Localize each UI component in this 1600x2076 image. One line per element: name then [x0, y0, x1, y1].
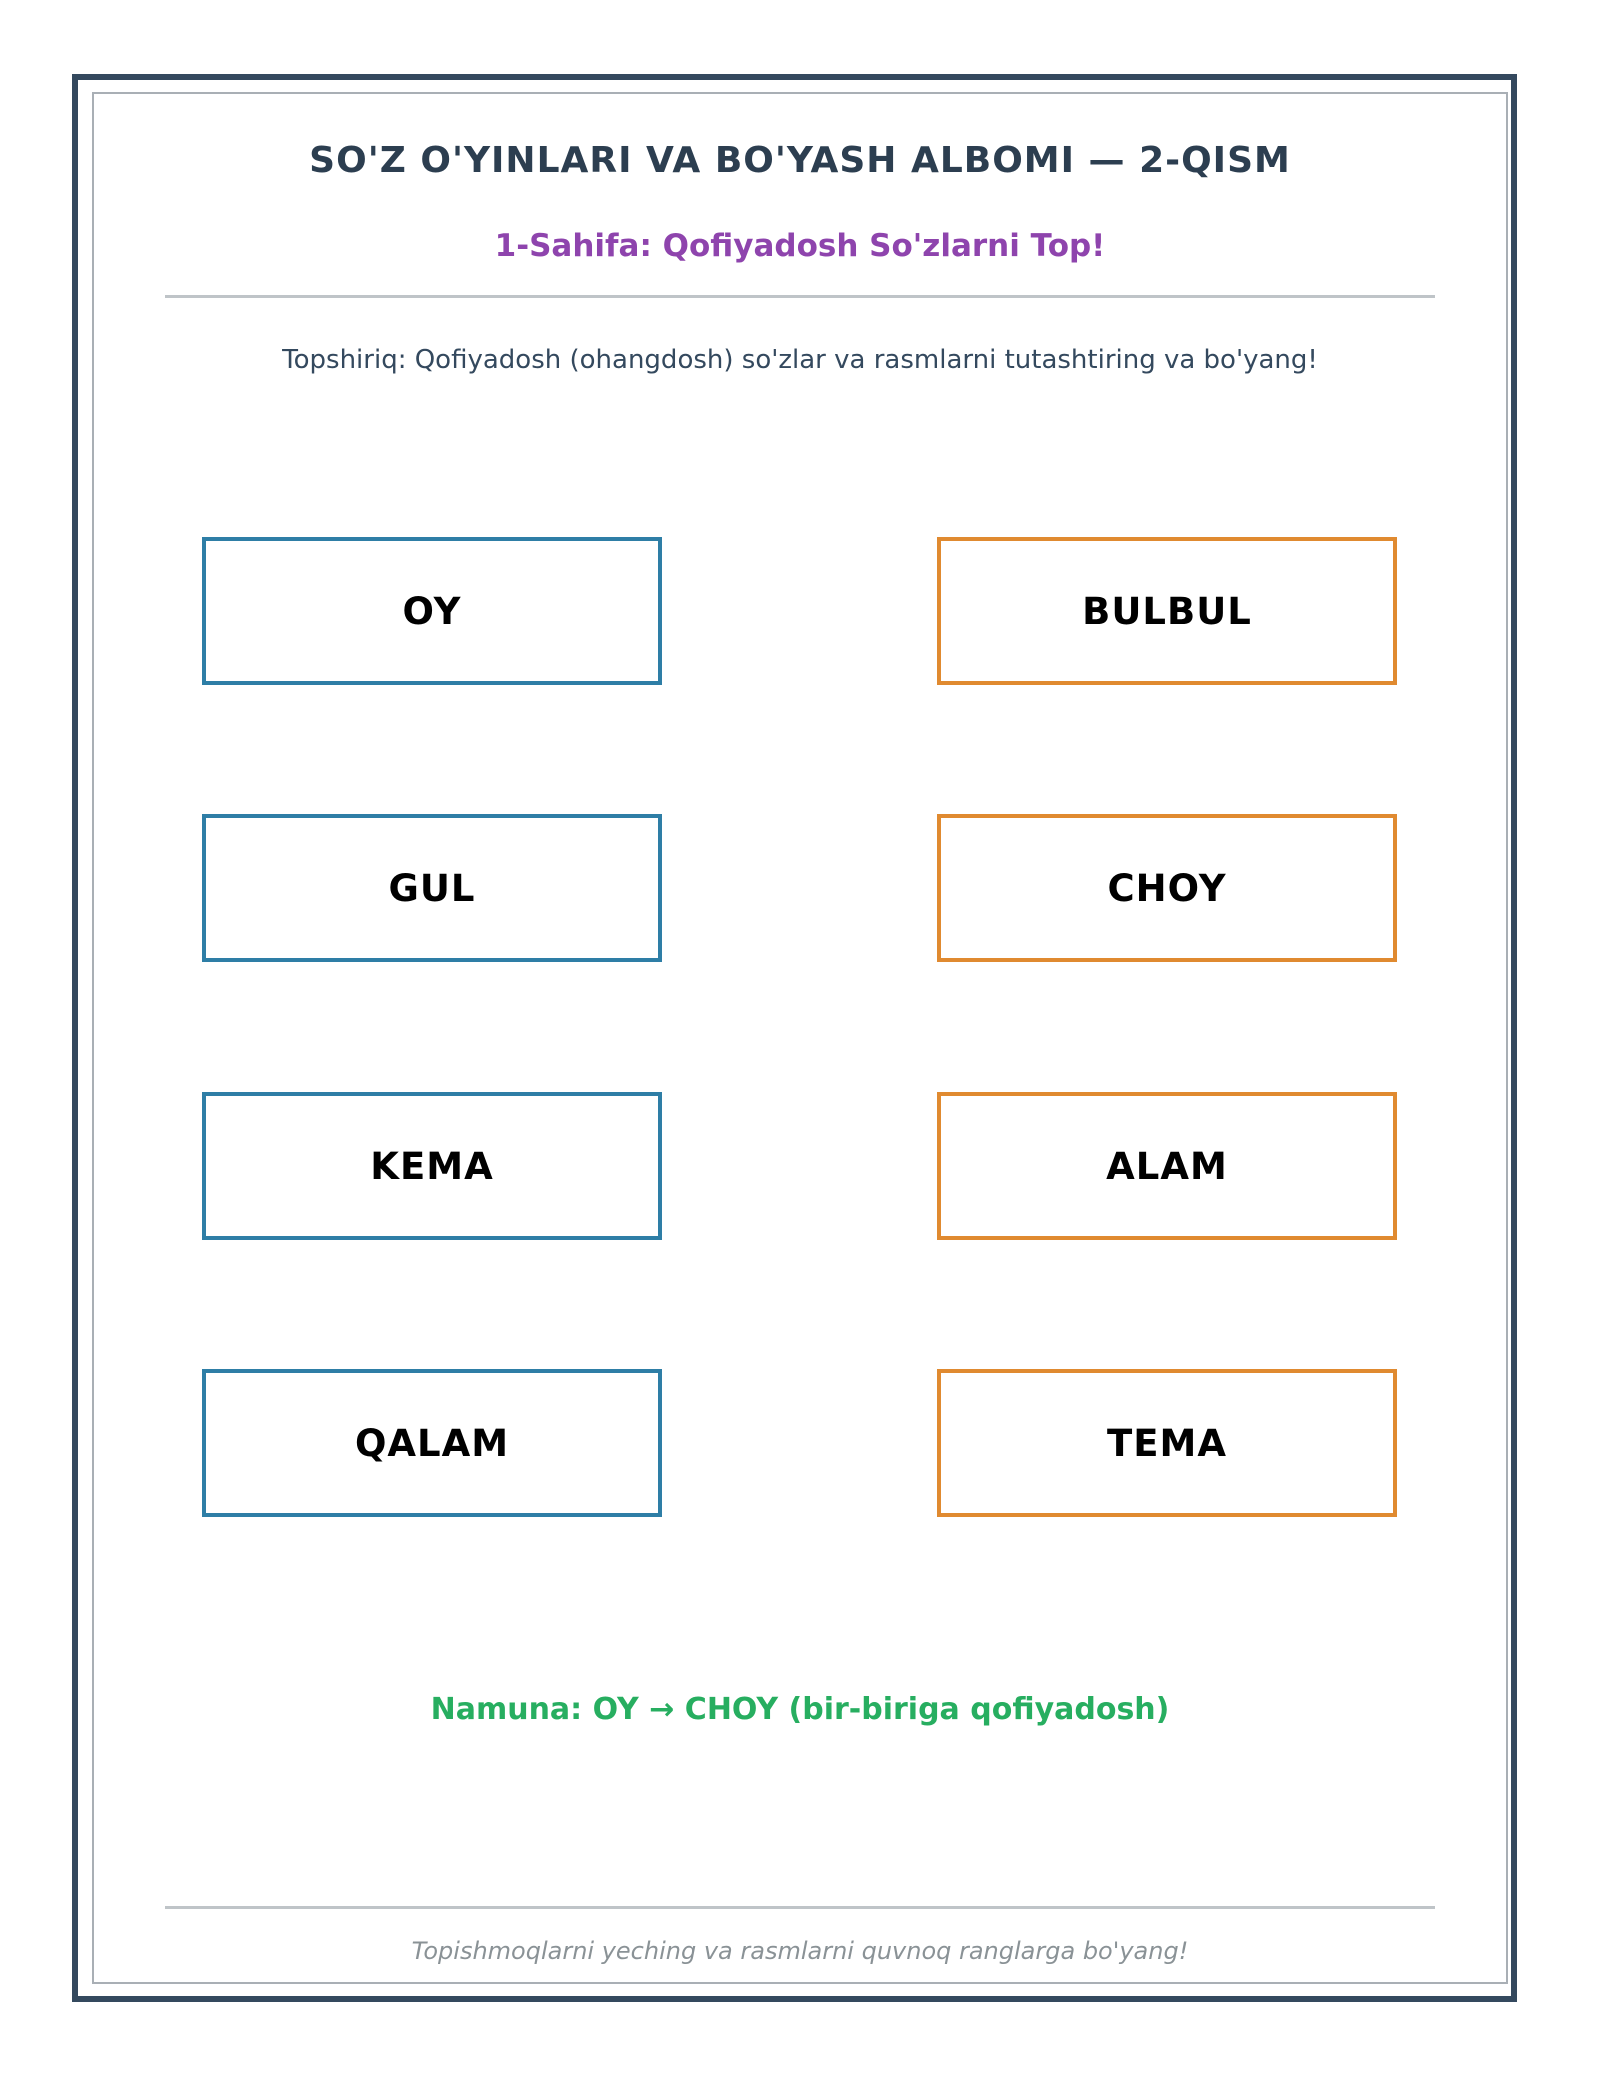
page-subtitle: 1-Sahifa: Qofiyadosh So'zlarni Top!: [494, 228, 1106, 264]
left-word-box-oy[interactable]: OY: [202, 537, 662, 685]
left-word-box-kema[interactable]: KEMA: [202, 1092, 662, 1240]
left-word-box-qalam[interactable]: QALAM: [202, 1369, 662, 1517]
page-title: SO'Z O'YINLARI VA BO'YASH ALBOMI — 2-QISM: [309, 140, 1291, 181]
task-instruction: Topshiriq: Qofiyadosh (ohangdosh) so'zlar va rasmlarni tutashtiring va bo'yang!: [282, 345, 1318, 375]
top-divider: [165, 295, 1435, 298]
footer-text: Topishmoqlarni yeching va rasmlarni quvnoq ranglarga bo'yang!: [411, 1937, 1189, 1965]
right-word-box-tema[interactable]: TEMA: [937, 1369, 1397, 1517]
example-text: Namuna: OY → CHOY (bir-biriga qofiyadosh): [430, 1692, 1170, 1727]
right-word-box-choy[interactable]: CHOY: [937, 814, 1397, 962]
left-word-box-gul[interactable]: GUL: [202, 814, 662, 962]
right-word-box-alam[interactable]: ALAM: [937, 1092, 1397, 1240]
bottom-divider: [165, 1906, 1435, 1909]
right-word-box-bulbul[interactable]: BULBUL: [937, 537, 1397, 685]
